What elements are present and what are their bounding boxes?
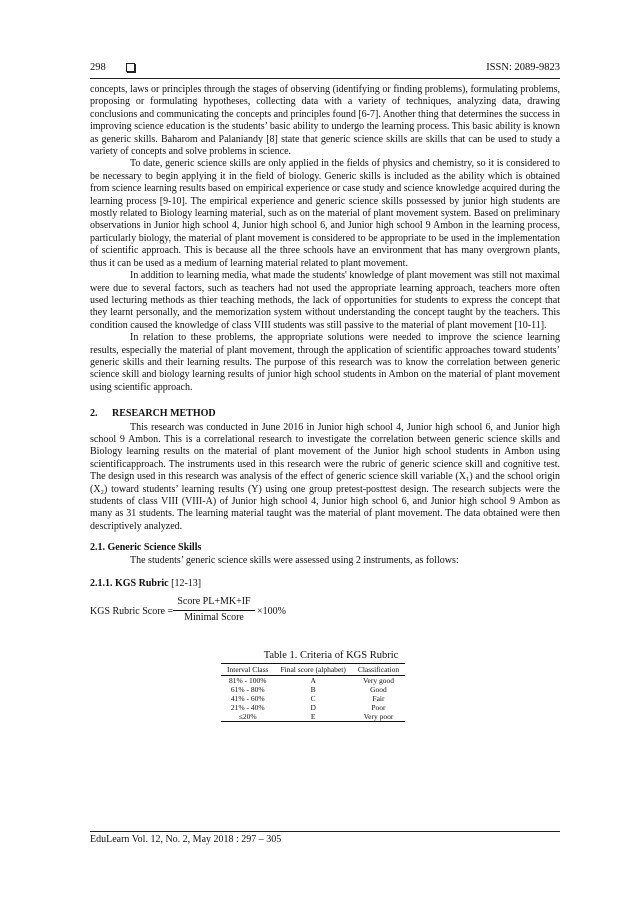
issn-label: ISSN: 2089-9823 [486, 62, 560, 73]
page-header [90, 62, 560, 78]
table-cell: D [310, 702, 316, 712]
table-cell: C [310, 693, 316, 703]
table-cell: B [310, 684, 316, 694]
table-cell: Very good [362, 675, 394, 685]
section-2-1-heading: 2.1. Generic Science Skills [90, 542, 202, 554]
formula-denominator: Minimal Score [184, 611, 244, 623]
article-body [90, 84, 560, 722]
section-2-1-1-heading [90, 578, 560, 590]
kgs-score-formula [90, 596, 560, 630]
section-2-1-paragraph: The students’ generic science skills were assessed using 2 instruments, as follows: [130, 554, 459, 566]
table-cell: E [274, 712, 351, 722]
formula-fraction [173, 596, 255, 624]
table-header: Interval Class [221, 663, 274, 675]
square-bullet-icon [126, 63, 135, 72]
paragraph-4: In relation to these problems, the appropriate solutions were needed to improve the science learning results, especially the material of plant movement, through the application of scientific approaches toward students’ generic skills and their learning results. The purpose of this research was to know the correlation between generic science skill and biology learning results of junior high school students in Ambon on the material of plant movement using scientific approach. [90, 332, 560, 393]
table-caption: Table 1. Criteria of KGS Rubric [263, 650, 399, 662]
paragraph-2: To date, generic science skills are only applied in the fields of physics and chemistry, so it is considered to be necessary to begin applying it in the field of biology. Generic skills is included as the ability which is obtained from science learning results based on empirical experience or case study and science knowledge acquired during the learning process [9-10]. The empirical experience and generic science skills possessed by junior high students are mostly related to Biology learning material, such as on the material of plant movement system. Based on preliminary observations in Junior high school 4, Junior high school 6, and Junior high school 9 Ambon in the learning process, particularly biology, the material of plant movement is considered to be appropriate to be used in the implementation of scientific approach. This is because all the three schools have an environment that has many overgrown plants, thus it can be used as a medium of learning material related to plant movement. [90, 158, 560, 269]
section-2-1-1-title: 2.1.1. KGS Rubric [90, 578, 169, 590]
table-cell: Good [370, 684, 387, 694]
table-row [221, 712, 405, 722]
table-cell: 81% - 100% [228, 675, 267, 685]
table-row [221, 694, 405, 703]
table-cell: ≤20% [221, 712, 274, 722]
formula-lhs: KGS Rubric Score = [90, 606, 174, 618]
table-cell: 61% - 80% [230, 684, 265, 694]
table-cell: Poor [371, 702, 386, 712]
section-2-heading [90, 408, 560, 420]
kgs-criteria-table [221, 663, 405, 722]
page-number: 298 [90, 62, 106, 73]
page-footer: EduLearn Vol. 12, No. 2, May 2018 : 297 – 305 [90, 834, 282, 845]
section-2-1-1-ref: [12-13] [168, 578, 202, 590]
table-header: Final score (alphabet) [274, 663, 351, 675]
formula-numerator: Score PL+MK+IF [173, 596, 255, 610]
table-cell: 41% - 60% [230, 693, 265, 703]
section-2-paragraph: This research was conducted in June 2016 in Junior high school 4, Junior high school 6, and Junior high school 9 Ambon. This is a correlational research to investigate the correlation between generic science skills and Biology learning results on the material of plant movement of the Junior high school students in Ambon using scientificapproach. The instruments used in this research were the rubric of generic science skill and cognitive test. The design used in this research was analysis of the effect of generic science skill variable (X₁) and the school origin (X₂) toward students’ learning results (Y) using one group pretest-posttest design. The research subjects were the students of class VIII (VIII-A) of Junior high school 4, Junior high school 6, and Junior high school 9 Ambon as many as 31 students. The learning material taught was the material of plant movement. The data obtained were then descriptively analyzed. [90, 421, 560, 532]
section-2-number: 2. [90, 408, 98, 420]
table-cell: Fair [372, 693, 385, 703]
paragraph-1: concepts, laws or principles through the stages of observing (identifying or finding problems), formulating problems, proposing or formulating hypotheses, collecting data with a variety of techniques, analyzing data, drawing conclusions and communicating the concepts and principles found [6-7]. Another thing that determines the success in improving science education is the students’ basic ability to undergo the learning process. This basic ability is known as generic skills. Baharom and Palaniandy [8] state that generic science skills are skills that can be used to study a variety of concepts and solve problems in science. [90, 84, 560, 158]
table-cell: A [310, 675, 316, 685]
table-row [221, 685, 405, 694]
footer-rule [90, 831, 560, 832]
table-header: Classification [352, 663, 405, 675]
formula-multiplier: ×100% [257, 606, 286, 618]
table-row [221, 675, 405, 685]
table-cell: Very poor [352, 712, 405, 722]
section-2-title: RESEARCH METHOD [112, 408, 216, 420]
header-rule [90, 78, 560, 79]
table-header-row [221, 663, 405, 675]
table-row [221, 703, 405, 712]
paragraph-3: In addition to learning media, what made the students' knowledge of plant movement was still not maximal were due to several factors, such as teachers had not used the appropriate learning approach, teachers more often used lecturing methods as thier teaching methods, the lack of opportunities for students to express the concept that they learnt personally, and the memorization system without understanding the concept taught by the teachers. This condition caused the knowledge of class VIII students was still passive to the material of plant movement [10-11]. [90, 270, 560, 331]
table-cell: 21% - 40% [230, 702, 265, 712]
